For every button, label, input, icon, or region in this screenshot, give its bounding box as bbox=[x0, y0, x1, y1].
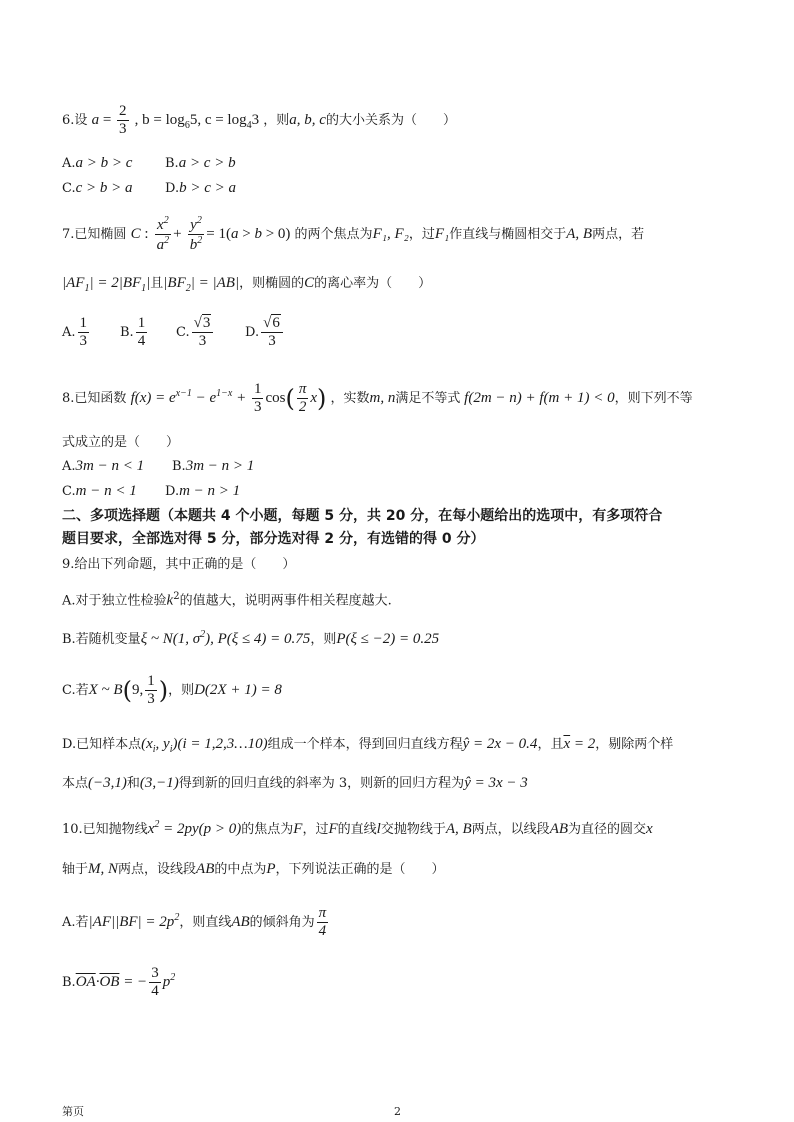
q8-option-b: B.3m − n > 1 bbox=[172, 458, 255, 474]
q8-option-d: D.m − n > 1 bbox=[165, 483, 241, 499]
q6-option-d: D.b > c > a bbox=[165, 180, 236, 196]
q9-option-d-line1: D.已知样本点($x_i$, $y_i)(i$ = 1,2,3…10)组成一个样本，得到回归直线方程ŷ = 2x − 0.4，且$\overline{x} = 2$，剔除两个样 bbox=[62, 736, 674, 755]
page-number: 2 bbox=[394, 1105, 401, 1118]
q7-stem-line2: $|AF_1| = 2|BF_1|$且$|BF_2| = |AB|$，则椭圆的C的离心率为（ ） bbox=[62, 275, 432, 294]
q10-stem-line1: 10.已知抛物线$x^2 = 2py(p > 0)$的焦点为F，过F的直线l交抛物线于A, B两点，以线段AB为直径的圆交x bbox=[62, 819, 653, 837]
q9-option-a: A.对于独立性检验$k^2$的值越大，说明两事件相关程度越大. bbox=[62, 591, 392, 609]
q9-option-c: C.若X ~ B(9, $\frac{1}{3}$ )，则D(2X + 1) = 8 bbox=[62, 673, 282, 707]
q7-option-b: B. $\frac{1}{4}$ bbox=[120, 315, 146, 349]
q7-option-c: C. $\frac{√3}{3}$ bbox=[176, 316, 215, 349]
section2-heading-line1: 二、多项选择题（本题共 4 个小题，每题 5 分，共 20 分，在每小题给出的选项中，有多项符合 bbox=[62, 508, 663, 524]
section2-heading-line2: 题目要求，全部选对得 5 分，部分选对得 2 分，有选错的得 0 分） bbox=[62, 531, 485, 547]
q9-stem: 9.给出下列命题，其中正确的是（ ） bbox=[62, 557, 296, 572]
q6-stem: 6.设 a = $\frac{2}{3}$ , $b = \log_65$, $c = \log_43$ ，则a, b, c的大小关系为（ ） bbox=[62, 103, 456, 137]
q10-option-b: $B.\overline{OA}\cdot\overline{OB}$ = − $\frac{3}{4}$ $p^2$ bbox=[62, 965, 176, 999]
q7-stem-line1: 7.已知椭圆 C : $\frac{x^2}{a^2}$ + $\frac{y^2}{b^2}$ = 1(a > b > 0) 的两个焦点为F₁, F₂，过F₁作直线与椭圆相交于A, B两点，若 bbox=[62, 215, 645, 253]
q6-option-a: A.a > b > c bbox=[62, 155, 133, 171]
q9-option-d-line2: 本点(−3,1)和(3,−1)得到新的回归直线的斜率为 3，则新的回归方程为ŷ = 3x − 3 bbox=[62, 775, 528, 791]
q8-option-c: C.m − n < 1 bbox=[62, 483, 137, 499]
q6-option-c: C.c > b > a bbox=[62, 180, 133, 196]
q8-option-a: A.3m − n < 1 bbox=[62, 458, 145, 474]
q9-option-b: B.若随机变量ξ ~ N(1, $\sigma^2$), P(ξ ≤ 4) = 0.75，则P(ξ ≤ −2) = 0.25 bbox=[62, 629, 440, 647]
q6-option-b: B.a > c > b bbox=[165, 155, 236, 171]
q10-option-a: A.若$|AF||BF| = 2p^2$，则直线AB的倾斜角为 $\frac{\pi}{4}$ bbox=[62, 905, 327, 939]
q7-option-a: A. $\frac{1}{3}$ bbox=[62, 315, 88, 349]
q8-stem-line2: 式成立的是（ ） bbox=[62, 435, 180, 450]
q10-stem-line2: 轴于M, N两点，设线段AB的中点为P，下列说法正确的是（ ） bbox=[62, 861, 445, 877]
footer-left: 第页 bbox=[62, 1105, 84, 1118]
q7-option-d: D. $\frac{√6}{3}$ bbox=[245, 316, 285, 349]
q8-stem-line1: 8.已知函数 $f(x) = e^{x-1} - e^{1-x}$ + $\frac{1}{3}$ cos( $\frac{\pi}{2}$ x) ，实数m, n满足不等式 f(2m − n) + f(m + 1) < 0，则下列不等 bbox=[62, 381, 693, 415]
